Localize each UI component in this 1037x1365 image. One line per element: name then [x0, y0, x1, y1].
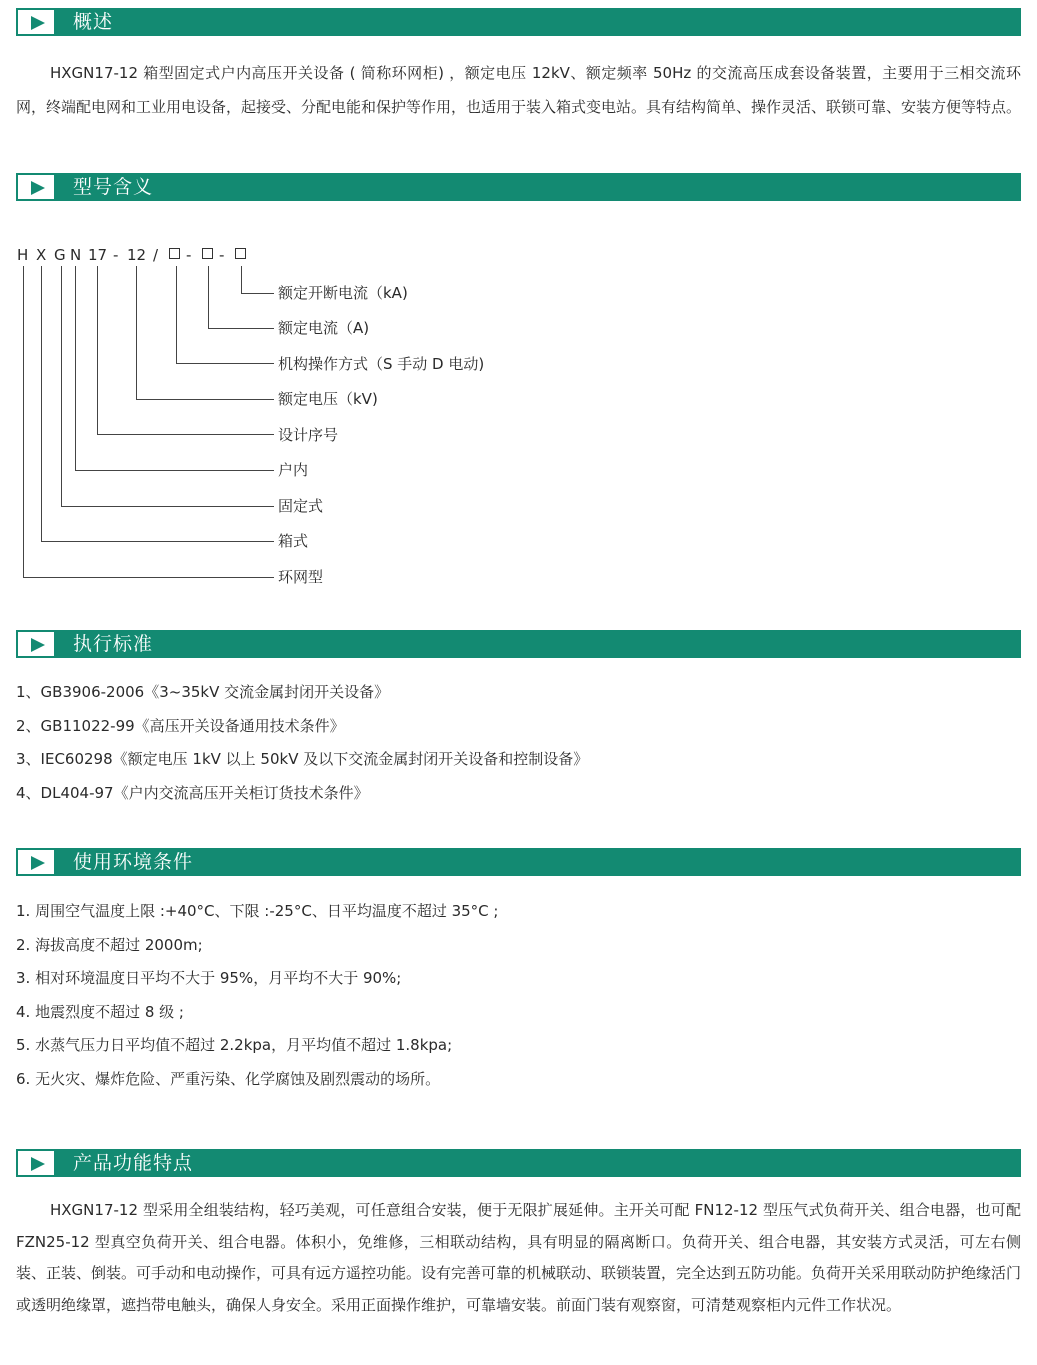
list-item: 2. 海拔高度不超过 2000m; [16, 935, 203, 954]
section-title: 型号含义 [73, 176, 154, 198]
code-g: G [54, 246, 66, 264]
section-title: 执行标准 [73, 633, 154, 655]
section-bar-environment [16, 848, 1021, 876]
code-dash: - [186, 246, 192, 264]
code-x: X [36, 246, 47, 264]
list-item: 1、GB3906-2006《3~35kV 交流金属封闭开关设备》 [16, 683, 390, 701]
section-bar-model [16, 173, 1021, 201]
section-title: 使用环境条件 [73, 851, 194, 873]
section-title: 概述 [73, 11, 114, 33]
standards-list [16, 676, 1021, 810]
model-label: 固定式 [278, 497, 324, 515]
environment-list [16, 895, 1021, 1097]
list-item: 5. 水蒸气压力日平均值不超过 2.2kpa，月平均值不超过 1.8kpa; [16, 1036, 453, 1055]
list-item: 1. 周围空气温度上限 :+40°C、下限 :-25°C、日平均温度不超过 35°C ; [16, 902, 499, 920]
placeholder-box [202, 248, 213, 259]
play-icon [16, 630, 56, 658]
list-item: 3. 相对环境温度日平均不大于 95%，月平均不大于 90%; [16, 969, 402, 988]
placeholder-box [235, 248, 246, 259]
list-item: 4、DL404-97《户内交流高压开关柜订货技术条件》 [16, 783, 369, 802]
play-icon [16, 8, 56, 36]
code-voltage: 12 [127, 246, 147, 264]
placeholder-box [169, 248, 180, 259]
model-label: 户内 [278, 461, 309, 479]
section-bar-overview [16, 8, 1021, 36]
model-label: 额定开断电流（kA) [278, 284, 408, 302]
code-n: N [70, 246, 82, 264]
play-icon [16, 173, 56, 201]
overview-paragraph: HXGN17-12 箱型固定式户内高压开关设备 ( 简称环网柜) ，额定电压 12kV、额定频率 50Hz 的交流高压成套设备装置，主要用于三相交流环网，终端配电网和工业用电设备，起接受、分配电能和保护等作用，也适用于装入箱式变电站。具有结构简单、操作灵活、联锁可靠、安装方便等特点。 [16, 64, 1022, 116]
model-label: 额定电压（kV) [278, 390, 378, 408]
code-h: H [17, 246, 29, 264]
model-label: 环网型 [278, 568, 324, 586]
play-icon [16, 848, 56, 876]
section-bar-features [16, 1149, 1021, 1177]
code-slash: / [153, 246, 159, 264]
section-title: 产品功能特点 [73, 1152, 194, 1174]
features-paragraph: HXGN17-12 型采用全组装结构，轻巧美观，可任意组合安装，便于无限扩展延伸。主开关可配 FN12-12 型压气式负荷开关、组合电器，也可配 FZN25-12 型真空负荷开关、组合电器。体积小，免维修，三相联动结构，具有明显的隔离断口。负荷开关、组合电器，其安装方式灵活，可左右侧装、正装、倒装。可手动和电动操作，可具有远方遥控功能。设有完善可靠的机械联动、联锁装置，完全达到五防功能。负荷开关采用联动防护绝缘活门或透明绝缘罩，遮挡带电触头，确保人身安全。采用正面操作维护，可靠墙安装。前面门装有观察窗，可清楚观察柜内元件工作状况。 [16, 1201, 1022, 1314]
list-item: 2、GB11022-99《高压开关设备通用技术条件》 [16, 716, 345, 735]
play-icon [16, 1149, 56, 1177]
list-item: 4. 地震烈度不超过 8 级 ; [16, 1002, 184, 1021]
list-item: 6. 无火灾、爆炸危险、严重污染、化学腐蚀及剧烈震动的场所。 [16, 1069, 441, 1088]
code-number: 17 [88, 246, 108, 264]
list-item: 3、IEC60298《额定电压 1kV 以上 50kV 及以下交流金属封闭开关设备和控制设备》 [16, 750, 589, 769]
model-label: 设计序号 [278, 426, 339, 444]
code-dash: - [113, 246, 119, 264]
code-dash: - [219, 246, 225, 264]
model-label: 额定电流（A) [278, 319, 370, 337]
section-bar-standards [16, 630, 1021, 658]
model-label: 机构操作方式（S 手动 D 电动) [278, 355, 485, 373]
model-label: 箱式 [278, 532, 309, 550]
